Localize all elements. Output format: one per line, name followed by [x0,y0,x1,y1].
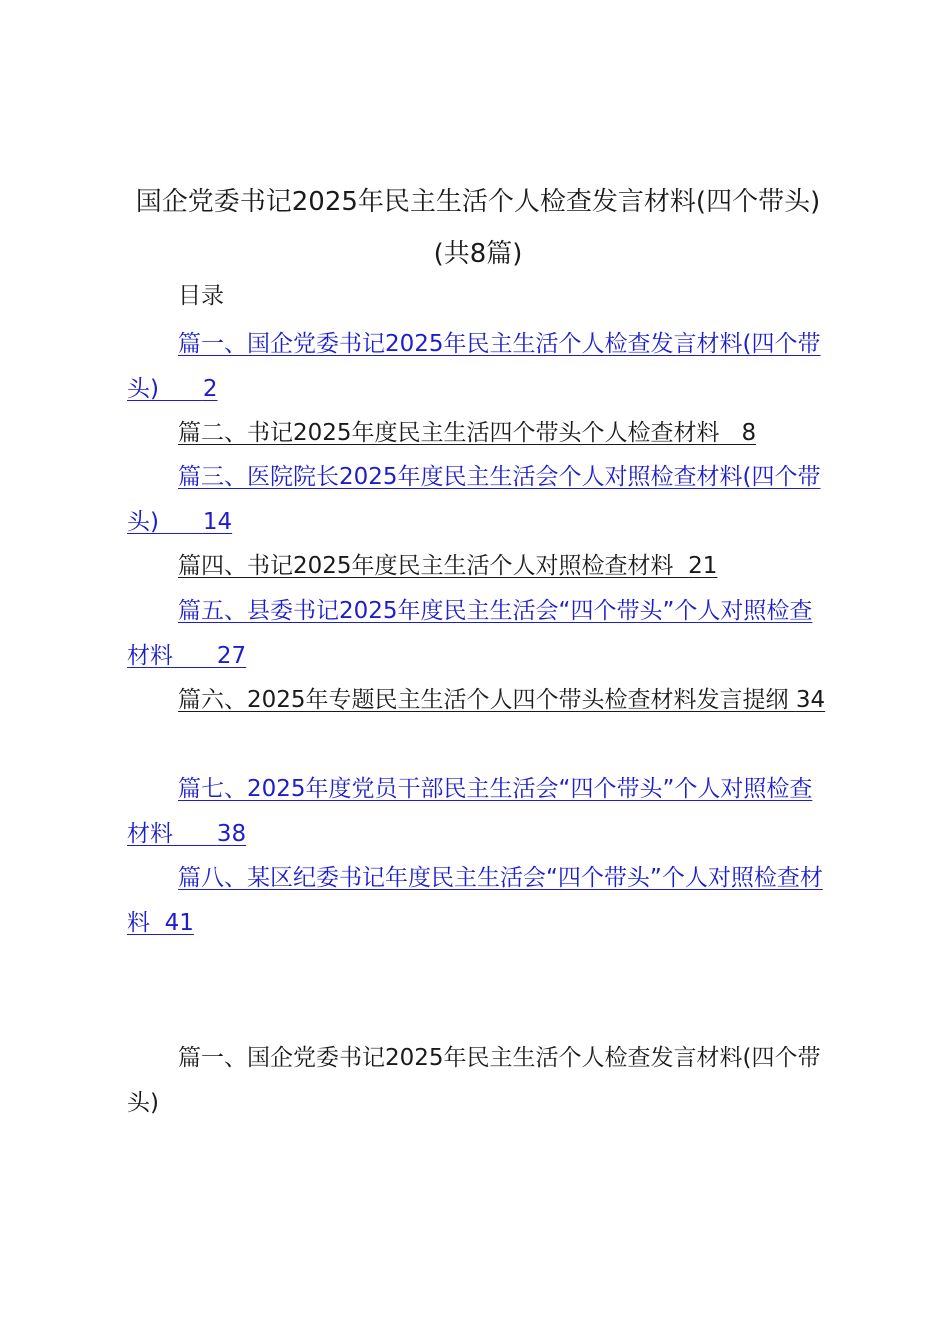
toc-entry-4[interactable] [127,544,827,589]
toc-entry-label: 篇七、2025年度党员干部民主生活会“四个带头”个人对照检查材料 [127,776,813,847]
toc-entry-page: 41 [164,909,194,936]
toc-entry-8[interactable] [127,856,827,945]
toc-entry-page: 14 [202,508,233,535]
toc-entry-label: 篇六、2025年专题民主生活个人四个带头检查材料发言提纲 [178,687,789,713]
toc-entry-2[interactable] [127,411,827,456]
toc-entry-page: 21 [688,553,718,579]
toc-entry-label: 篇一、国企党委书记2025年民主生活个人检查发言材料(四个带头) [127,331,821,402]
toc-entry-page: 27 [216,642,247,669]
toc-entry-1[interactable] [127,322,827,411]
toc-entry-label: 篇五、县委书记2025年度民主生活会“四个带头”个人对照检查材料 [127,598,813,669]
toc-entry-page: 8 [741,420,757,446]
toc-entry-5[interactable] [127,589,827,678]
section-heading: 篇一、国企党委书记2025年民主生活个人检查发言材料(四个带头) [127,1045,821,1116]
toc-entry-7[interactable] [127,767,827,856]
toc-entry-label: 篇八、某区纪委书记年度民主生活会“四个带头”个人对照检查材料 [127,865,823,936]
toc-entry-page: 2 [202,375,218,402]
toc-entry-page: 38 [216,820,247,847]
toc-entry-3[interactable] [127,455,827,544]
toc-entry-label: 篇二、书记2025年度民主生活四个带头个人检查材料 [178,420,720,446]
toc-heading: 目录 [178,283,224,309]
toc-entry-page: 34 [795,687,826,713]
toc-entry-label: 篇四、书记2025年度民主生活个人对照检查材料 [178,553,674,579]
document-title: 国企党委书记2025年民主生活个人检查发言材料(四个带头)(共8篇) [135,187,821,269]
toc-entry-label: 篇三、医院院长2025年度民主生活会个人对照检查材料(四个带头) [127,464,821,535]
toc-entry-6[interactable] [127,678,827,723]
